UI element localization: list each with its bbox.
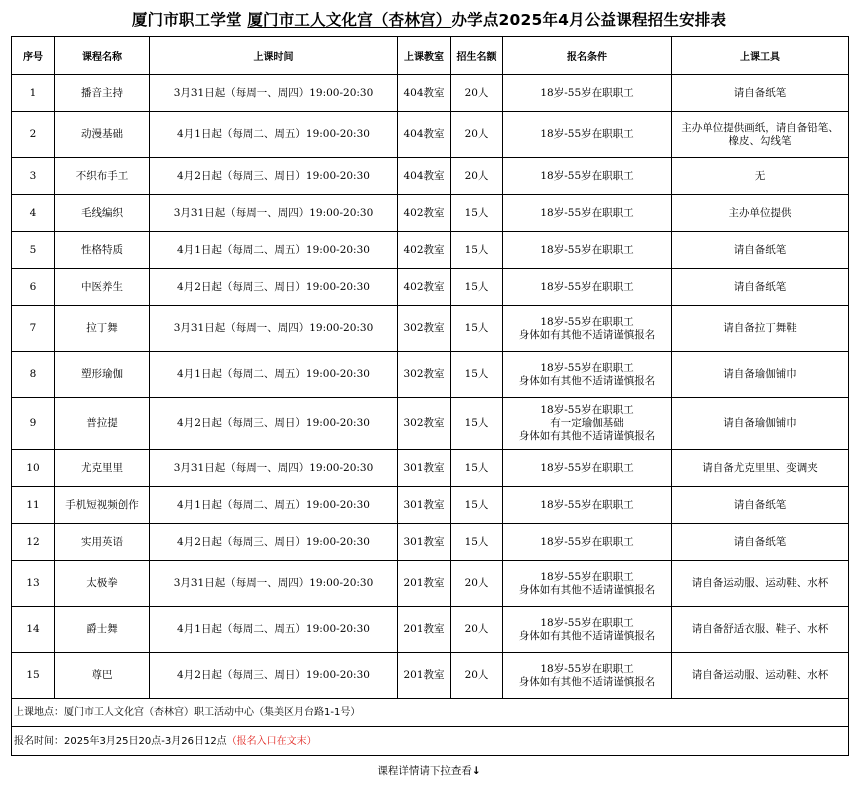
cell-room: 302教室 xyxy=(398,306,451,352)
cell-room: 301教室 xyxy=(398,487,451,524)
cell-tools xyxy=(672,232,849,269)
cell-quota: 15人 xyxy=(451,306,503,352)
table-header-row xyxy=(12,37,849,75)
cell-tools xyxy=(672,524,849,561)
cell-room: 402教室 xyxy=(398,269,451,306)
table-row xyxy=(12,195,849,232)
header-no: 序号 xyxy=(12,37,55,75)
table-row xyxy=(12,158,849,195)
cell-time: 4月2日起（每周三、周日）19:00-20:30 xyxy=(150,398,398,450)
cell-course-name: 拉丁舞 xyxy=(55,306,150,352)
cell-requirements-line: 身体如有其他不适请谨慎报名 xyxy=(518,675,656,688)
cell-tools xyxy=(672,561,849,607)
cell-course-name: 手机短视频创作 xyxy=(55,487,150,524)
cell-room: 302教室 xyxy=(398,398,451,450)
table-row xyxy=(12,352,849,398)
cell-tools-line: 请自备纸笔 xyxy=(733,535,787,548)
cell-course-name: 尊巴 xyxy=(55,653,150,699)
cell-tools-line: 请自备纸笔 xyxy=(733,86,787,99)
cell-no: 2 xyxy=(12,112,55,158)
cell-tools-line: 橡皮、勾线笔 xyxy=(728,134,792,147)
scroll-hint xyxy=(0,763,858,778)
cell-course-name: 中医养生 xyxy=(55,269,150,306)
cell-requirements xyxy=(503,306,672,352)
title-part-1: 厦门市职工学堂 xyxy=(131,11,248,29)
cell-tools-line: 请自备纸笔 xyxy=(733,243,787,256)
cell-no: 1 xyxy=(12,75,55,112)
cell-course-name: 尤克里里 xyxy=(55,450,150,487)
cell-room: 302教室 xyxy=(398,352,451,398)
cell-quota: 20人 xyxy=(451,653,503,699)
cell-requirements-line: 18岁-55岁在职职工 xyxy=(540,315,634,328)
cell-tools-line: 请自备舒适衣服、鞋子、水杯 xyxy=(691,623,829,635)
cell-time: 3月31日起（每周一、周四）19:00-20:30 xyxy=(150,306,398,352)
cell-quota: 20人 xyxy=(451,112,503,158)
registration-time xyxy=(12,727,849,756)
cell-requirements xyxy=(503,398,672,450)
table-row xyxy=(12,75,849,112)
cell-tools-line: 请自备瑜伽铺巾 xyxy=(723,368,797,380)
cell-requirements-line: 18岁-55岁在职职工 xyxy=(540,570,634,583)
header-tools: 上课工具 xyxy=(672,37,849,75)
registration-text: 报名时间：2025年3月25日20点-3月26日12点 xyxy=(14,735,227,747)
cell-requirements xyxy=(503,75,672,112)
cell-requirements-line: 18岁-55岁在职职工 xyxy=(540,498,634,511)
cell-requirements-line: 18岁-55岁在职职工 xyxy=(540,169,634,182)
cell-requirements xyxy=(503,112,672,158)
cell-quota: 20人 xyxy=(451,158,503,195)
cell-time: 4月1日起（每周二、周五）19:00-20:30 xyxy=(150,352,398,398)
cell-requirements-line: 18岁-55岁在职职工 xyxy=(540,404,634,416)
cell-room: 404教室 xyxy=(398,75,451,112)
cell-course-name: 播音主持 xyxy=(55,75,150,112)
cell-quota: 15人 xyxy=(451,524,503,561)
cell-no: 6 xyxy=(12,269,55,306)
cell-room: 404教室 xyxy=(398,158,451,195)
cell-no: 9 xyxy=(12,398,55,450)
cell-quota: 20人 xyxy=(451,75,503,112)
table-row xyxy=(12,269,849,306)
cell-requirements-line: 18岁-55岁在职职工 xyxy=(540,361,634,374)
cell-tools xyxy=(672,450,849,487)
cell-quota: 15人 xyxy=(451,487,503,524)
cell-quota: 15人 xyxy=(451,352,503,398)
cell-no: 10 xyxy=(12,450,55,487)
cell-tools-line: 请自备纸笔 xyxy=(733,280,787,293)
address-row xyxy=(12,699,849,727)
cell-tools xyxy=(672,653,849,699)
cell-quota: 15人 xyxy=(451,232,503,269)
table-row xyxy=(12,524,849,561)
cell-time: 4月2日起（每周三、周日）19:00-20:30 xyxy=(150,653,398,699)
cell-requirements-line: 身体如有其他不适请谨慎报名 xyxy=(518,629,656,642)
cell-requirements xyxy=(503,269,672,306)
cell-quota: 15人 xyxy=(451,398,503,450)
table-row xyxy=(12,561,849,607)
cell-room: 301教室 xyxy=(398,524,451,561)
registration-row xyxy=(12,727,849,756)
table-row xyxy=(12,398,849,450)
cell-tools-line: 请自备纸笔 xyxy=(733,498,787,511)
table-row xyxy=(12,487,849,524)
cell-course-name: 性格特质 xyxy=(55,232,150,269)
cell-requirements xyxy=(503,352,672,398)
cell-room: 301教室 xyxy=(398,450,451,487)
cell-no: 5 xyxy=(12,232,55,269)
cell-requirements-line: 18岁-55岁在职职工 xyxy=(540,461,634,474)
cell-requirements xyxy=(503,450,672,487)
cell-no: 13 xyxy=(12,561,55,607)
cell-time: 4月2日起（每周三、周日）19:00-20:30 xyxy=(150,158,398,195)
cell-course-name: 动漫基础 xyxy=(55,112,150,158)
cell-tools-line: 请自备运动服、运动鞋、水杯 xyxy=(691,669,829,681)
cell-tools xyxy=(672,398,849,450)
cell-requirements-line: 有一定瑜伽基础 xyxy=(550,417,624,429)
cell-requirements-line: 身体如有其他不适请谨慎报名 xyxy=(518,374,656,387)
header-quota: 招生名额 xyxy=(451,37,503,75)
table-row xyxy=(12,450,849,487)
cell-requirements xyxy=(503,561,672,607)
cell-requirements-line: 18岁-55岁在职职工 xyxy=(540,280,634,293)
cell-tools xyxy=(672,112,849,158)
cell-tools-line: 主办单位提供 xyxy=(728,206,792,219)
cell-quota: 20人 xyxy=(451,561,503,607)
cell-tools xyxy=(672,306,849,352)
cell-requirements-line: 身体如有其他不适请谨慎报名 xyxy=(518,583,656,596)
header-requirements: 报名条件 xyxy=(503,37,672,75)
cell-tools-line: 请自备尤克里里、变调夹 xyxy=(702,461,818,474)
course-table-body xyxy=(12,75,849,699)
cell-course-name: 普拉提 xyxy=(55,398,150,450)
cell-course-name: 毛线编织 xyxy=(55,195,150,232)
cell-requirements xyxy=(503,487,672,524)
registration-note: （报名入口在文末） xyxy=(226,735,317,747)
cell-course-name: 塑形瑜伽 xyxy=(55,352,150,398)
cell-course-name: 不织布手工 xyxy=(55,158,150,195)
cell-course-name: 实用英语 xyxy=(55,524,150,561)
cell-no: 15 xyxy=(12,653,55,699)
cell-no: 14 xyxy=(12,607,55,653)
cell-requirements xyxy=(503,232,672,269)
cell-tools-line: 无 xyxy=(754,169,766,182)
cell-requirements-line: 身体如有其他不适请谨慎报名 xyxy=(518,430,656,442)
header-room: 上课教室 xyxy=(398,37,451,75)
table-row xyxy=(12,607,849,653)
cell-tools xyxy=(672,269,849,306)
cell-quota: 15人 xyxy=(451,269,503,306)
scroll-hint-text: 课程详情请下拉查看 xyxy=(377,765,472,777)
cell-time: 4月1日起（每周二、周五）19:00-20:30 xyxy=(150,112,398,158)
cell-time: 4月2日起（每周三、周日）19:00-20:30 xyxy=(150,269,398,306)
cell-time: 3月31日起（每周一、周四）19:00-20:30 xyxy=(150,75,398,112)
course-table xyxy=(11,36,849,756)
cell-time: 4月1日起（每周二、周五）19:00-20:30 xyxy=(150,232,398,269)
cell-course-name: 爵士舞 xyxy=(55,607,150,653)
cell-requirements-line: 18岁-55岁在职职工 xyxy=(540,616,634,629)
cell-requirements-line: 18岁-55岁在职职工 xyxy=(540,243,634,256)
cell-no: 7 xyxy=(12,306,55,352)
title-part-3: 办学点2025年4月公益课程招生安排表 xyxy=(451,11,727,29)
cell-room: 201教室 xyxy=(398,607,451,653)
cell-quota: 20人 xyxy=(451,607,503,653)
table-row xyxy=(12,112,849,158)
cell-requirements xyxy=(503,607,672,653)
cell-room: 201教室 xyxy=(398,653,451,699)
cell-time: 3月31日起（每周一、周四）19:00-20:30 xyxy=(150,561,398,607)
cell-room: 402教室 xyxy=(398,195,451,232)
cell-room: 402教室 xyxy=(398,232,451,269)
table-row xyxy=(12,232,849,269)
header-time: 上课时间 xyxy=(150,37,398,75)
cell-no: 12 xyxy=(12,524,55,561)
cell-quota: 15人 xyxy=(451,450,503,487)
cell-tools xyxy=(672,75,849,112)
cell-tools xyxy=(672,607,849,653)
header-course-name: 课程名称 xyxy=(55,37,150,75)
cell-room: 404教室 xyxy=(398,112,451,158)
cell-tools-line: 请自备运动服、运动鞋、水杯 xyxy=(691,577,829,589)
cell-requirements-line: 18岁-55岁在职职工 xyxy=(540,206,634,219)
cell-time: 3月31日起（每周一、周四）19:00-20:30 xyxy=(150,450,398,487)
cell-no: 8 xyxy=(12,352,55,398)
class-address: 上课地点：厦门市工人文化宫（杏林宫）职工活动中心（集美区月台路1-1号） xyxy=(12,699,849,727)
cell-requirements xyxy=(503,158,672,195)
cell-course-name: 太极拳 xyxy=(55,561,150,607)
cell-no: 11 xyxy=(12,487,55,524)
cell-tools-line: 主办单位提供画纸，请自备铅笔、 xyxy=(681,121,839,134)
cell-tools xyxy=(672,158,849,195)
cell-quota: 15人 xyxy=(451,195,503,232)
cell-requirements xyxy=(503,195,672,232)
cell-tools-line: 请自备瑜伽铺巾 xyxy=(723,417,797,429)
cell-requirements xyxy=(503,524,672,561)
cell-time: 4月1日起（每周二、周五）19:00-20:30 xyxy=(150,607,398,653)
cell-tools xyxy=(672,352,849,398)
cell-requirements-line: 18岁-55岁在职职工 xyxy=(540,128,634,140)
table-row xyxy=(12,653,849,699)
cell-requirements-line: 18岁-55岁在职职工 xyxy=(540,86,634,99)
cell-no: 3 xyxy=(12,158,55,195)
cell-requirements-line: 身体如有其他不适请谨慎报名 xyxy=(518,328,656,341)
title-part-2: 厦门市工人文化宫（杏林宫） xyxy=(247,11,452,29)
cell-tools xyxy=(672,195,849,232)
cell-requirements-line: 18岁-55岁在职职工 xyxy=(540,662,634,675)
cell-room: 201教室 xyxy=(398,561,451,607)
cell-tools-line: 请自备拉丁舞鞋 xyxy=(723,322,797,334)
cell-tools xyxy=(672,487,849,524)
arrow-down-icon: ↓ xyxy=(471,765,481,777)
cell-time: 4月1日起（每周二、周五）19:00-20:30 xyxy=(150,487,398,524)
page-title xyxy=(0,8,858,30)
cell-requirements xyxy=(503,653,672,699)
cell-requirements-line: 18岁-55岁在职职工 xyxy=(540,535,634,548)
table-row xyxy=(12,306,849,352)
cell-time: 3月31日起（每周一、周四）19:00-20:30 xyxy=(150,195,398,232)
cell-no: 4 xyxy=(12,195,55,232)
cell-time: 4月2日起（每周三、周日）19:00-20:30 xyxy=(150,524,398,561)
